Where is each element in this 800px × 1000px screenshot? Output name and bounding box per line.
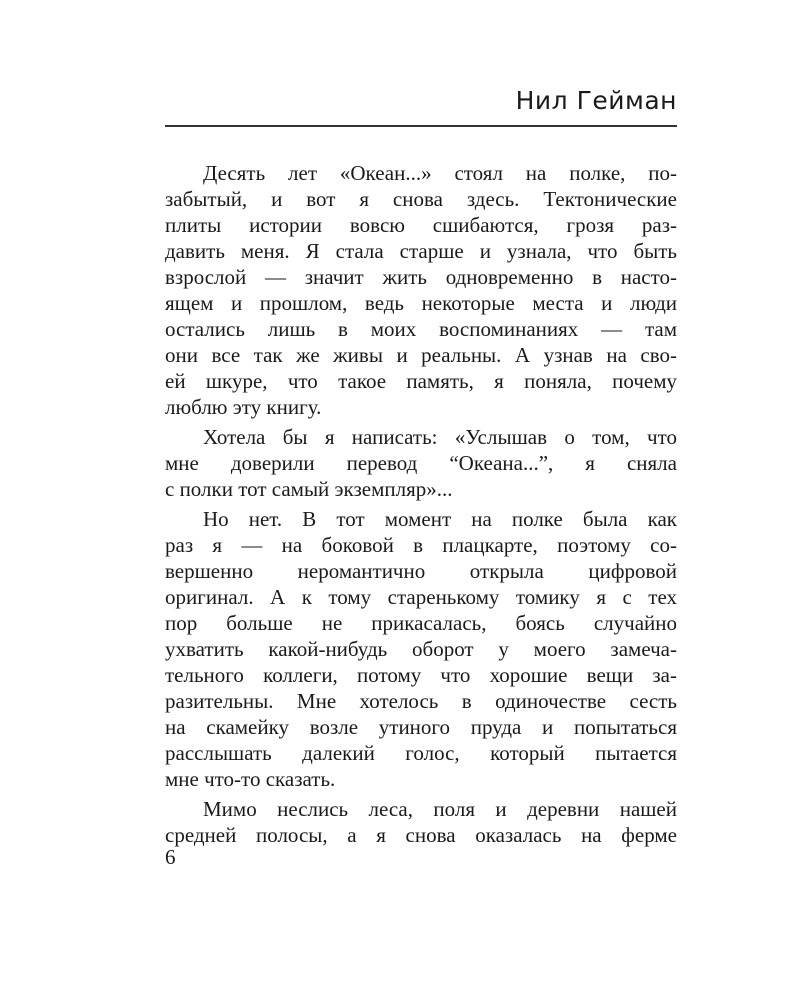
text-line: Десять лет «Океан...» стоял на полке, по- xyxy=(203,161,677,185)
paragraph xyxy=(165,506,677,792)
paragraph xyxy=(165,160,677,420)
text-line: плиты истории вовсю сшибаются, грозя раз- xyxy=(165,213,677,237)
paragraph xyxy=(165,424,677,502)
text-line: расслышать далекий голос, который пытается xyxy=(165,741,677,765)
text-line: ухватить какой-нибудь оборот у моего замеча- xyxy=(165,637,677,661)
text-line: они все так же живы и реальны. А узнав на сво- xyxy=(165,343,677,367)
header-rule xyxy=(165,125,677,127)
text-line: вершенно неромантично открыла цифровой xyxy=(165,559,677,583)
text-line: Но нет. В тот момент на полке была как xyxy=(203,507,677,531)
text-line: с полки тот самый экземпляр»... xyxy=(165,477,453,501)
paragraph xyxy=(165,796,677,848)
body-text xyxy=(165,160,677,848)
text-line: мне доверили перевод “Океана...”, я сняла xyxy=(165,451,677,475)
text-line: люблю эту книгу. xyxy=(165,395,322,419)
text-line: мне что-то сказать. xyxy=(165,767,336,791)
running-head xyxy=(165,86,677,115)
text-line: давить меня. Я стала старше и узнала, что быть xyxy=(165,239,677,263)
page-number: 6 xyxy=(165,845,176,869)
running-head-author: Нил Гейман xyxy=(515,86,677,115)
text-line: пор больше не прикасалась, боясь случайно xyxy=(165,611,677,635)
text-line: ей шкуре, что такое память, я поняла, почему xyxy=(165,369,677,393)
text-line: на скамейку возле утиного пруда и попытаться xyxy=(165,715,677,739)
text-line: остались лишь в моих воспоминаниях — там xyxy=(165,317,677,341)
text-line: Хотела бы я написать: «Услышав о том, что xyxy=(203,425,677,449)
text-line: средней полосы, а я снова оказалась на ферме xyxy=(165,823,677,847)
text-line: ящем и прошлом, ведь некоторые места и люди xyxy=(165,291,677,315)
text-line: разительны. Мне хотелось в одиночестве сесть xyxy=(165,689,677,713)
text-line: тельного коллеги, потому что хорошие вещи за- xyxy=(165,663,677,687)
text-line: взрослой — значит жить одновременно в насто- xyxy=(165,265,677,289)
text-line: оригинал. А к тому старенькому томику я с тех xyxy=(165,585,677,609)
text-line: забытый, и вот я снова здесь. Тектонические xyxy=(165,187,677,211)
text-line: Мимо неслись леса, поля и деревни нашей xyxy=(203,797,677,821)
text-line: раз я — на боковой в плацкарте, поэтому со- xyxy=(165,533,677,557)
